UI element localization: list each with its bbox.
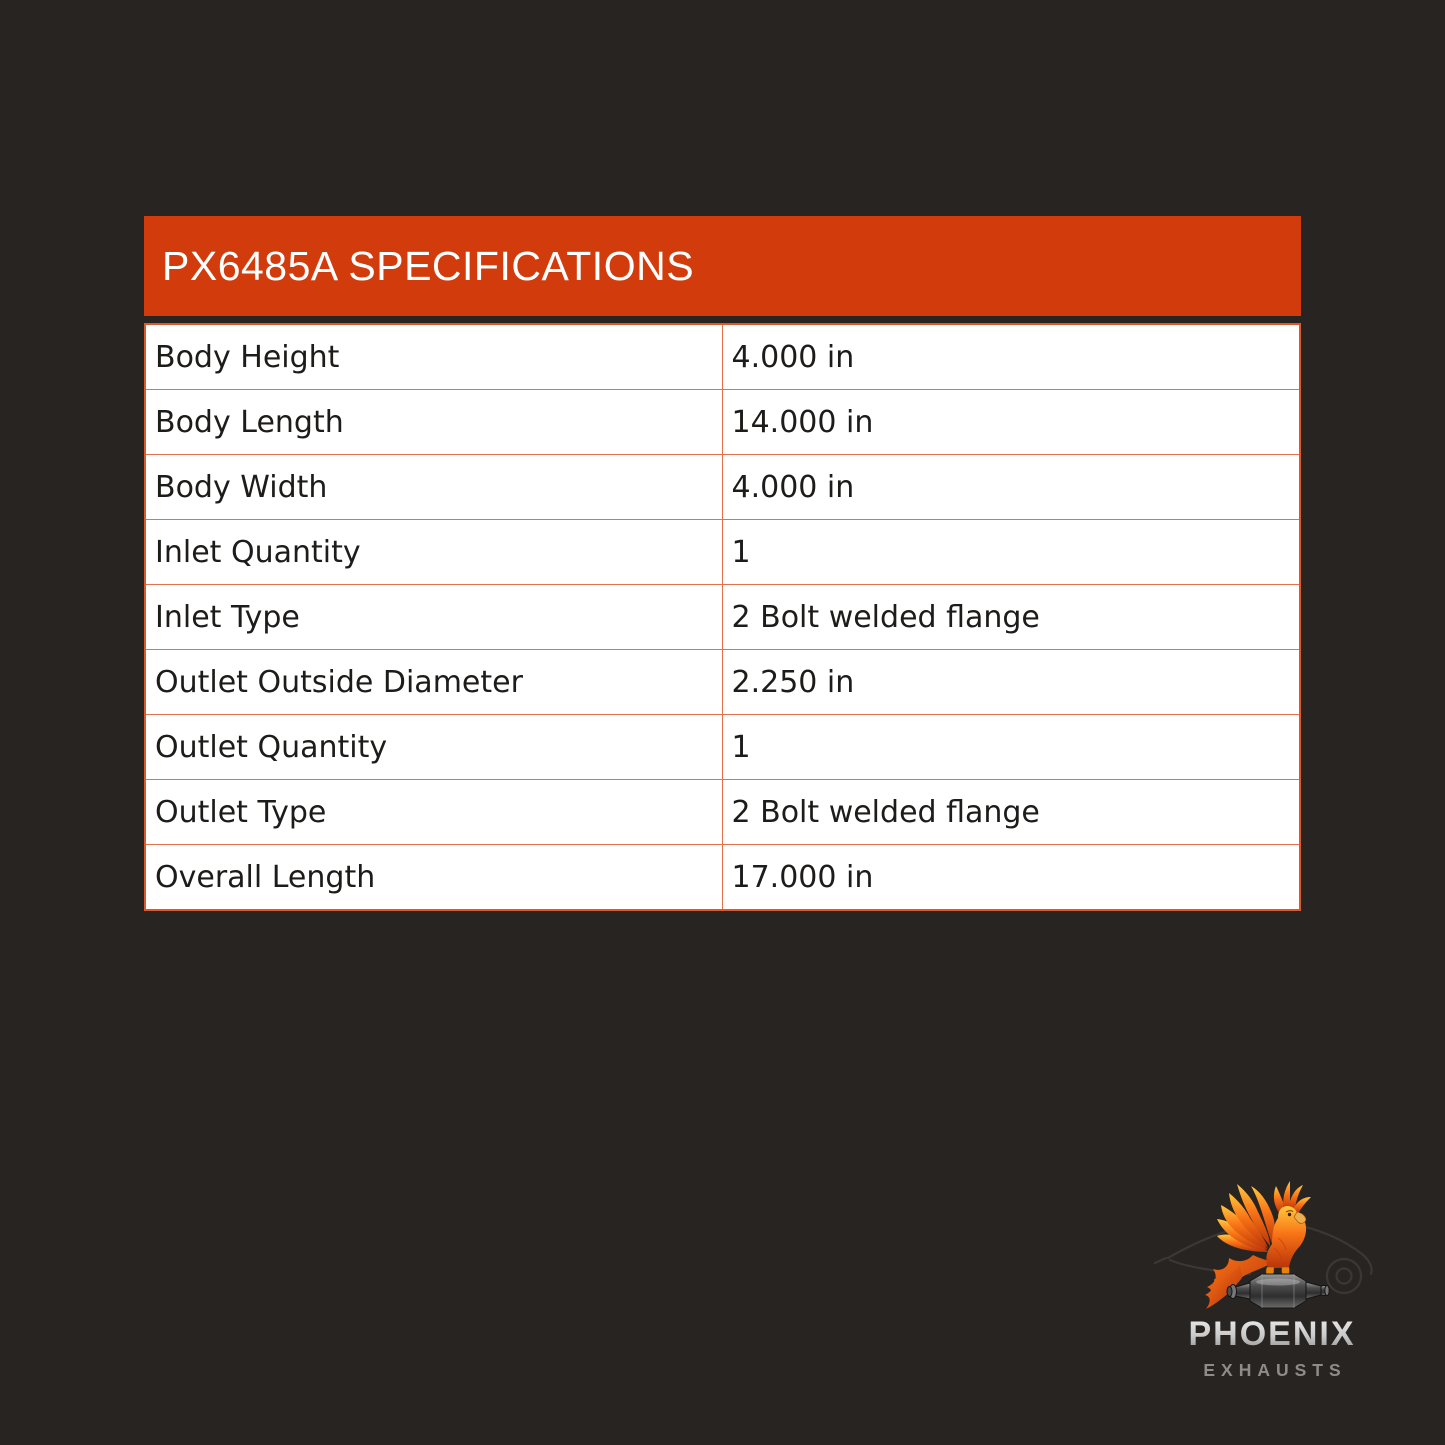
- table-row: [146, 584, 1299, 649]
- spec-value: 2 Bolt welded flange: [723, 585, 1300, 649]
- table-row: [146, 519, 1299, 584]
- table-row: [146, 325, 1299, 389]
- spec-value: 4.000 in: [723, 325, 1300, 389]
- spec-label: Body Width: [146, 455, 723, 519]
- spec-label: Overall Length: [146, 845, 723, 909]
- page-title: PX6485A SPECIFICATIONS: [162, 242, 695, 289]
- spec-value: 14.000 in: [723, 390, 1300, 454]
- table-row: [146, 714, 1299, 779]
- phoenix-eye: [1288, 1213, 1291, 1216]
- table-row: [146, 649, 1299, 714]
- logo-brand-text: PHOENIX: [1188, 1315, 1356, 1353]
- car-wheel-icon: [1327, 1259, 1361, 1293]
- spec-label: Inlet Quantity: [146, 520, 723, 584]
- muffler-icon: [1227, 1274, 1329, 1308]
- spec-value: 17.000 in: [723, 845, 1300, 909]
- phoenix-exhausts-logo-icon: [1122, 1168, 1422, 1424]
- spec-label: Outlet Type: [146, 780, 723, 844]
- table-row: [146, 454, 1299, 519]
- spec-card: [144, 216, 1301, 911]
- spec-value: 1: [723, 715, 1300, 779]
- spec-value: 1: [723, 520, 1300, 584]
- spec-table: [144, 323, 1301, 911]
- table-row: [146, 844, 1299, 909]
- brand-logo: [1122, 1168, 1422, 1424]
- spec-label: Outlet Quantity: [146, 715, 723, 779]
- spec-label: Body Length: [146, 390, 723, 454]
- phoenix-wing: [1217, 1184, 1275, 1252]
- spec-header: [144, 216, 1301, 316]
- spec-value: 2 Bolt welded flange: [723, 780, 1300, 844]
- spec-value: 2.250 in: [723, 650, 1300, 714]
- spec-label: Inlet Type: [146, 585, 723, 649]
- spec-value: 4.000 in: [723, 455, 1300, 519]
- spec-label: Body Height: [146, 325, 723, 389]
- logo-subtitle-text: EXHAUSTS: [1203, 1360, 1347, 1380]
- table-row: [146, 389, 1299, 454]
- table-row: [146, 779, 1299, 844]
- spec-label: Outlet Outside Diameter: [146, 650, 723, 714]
